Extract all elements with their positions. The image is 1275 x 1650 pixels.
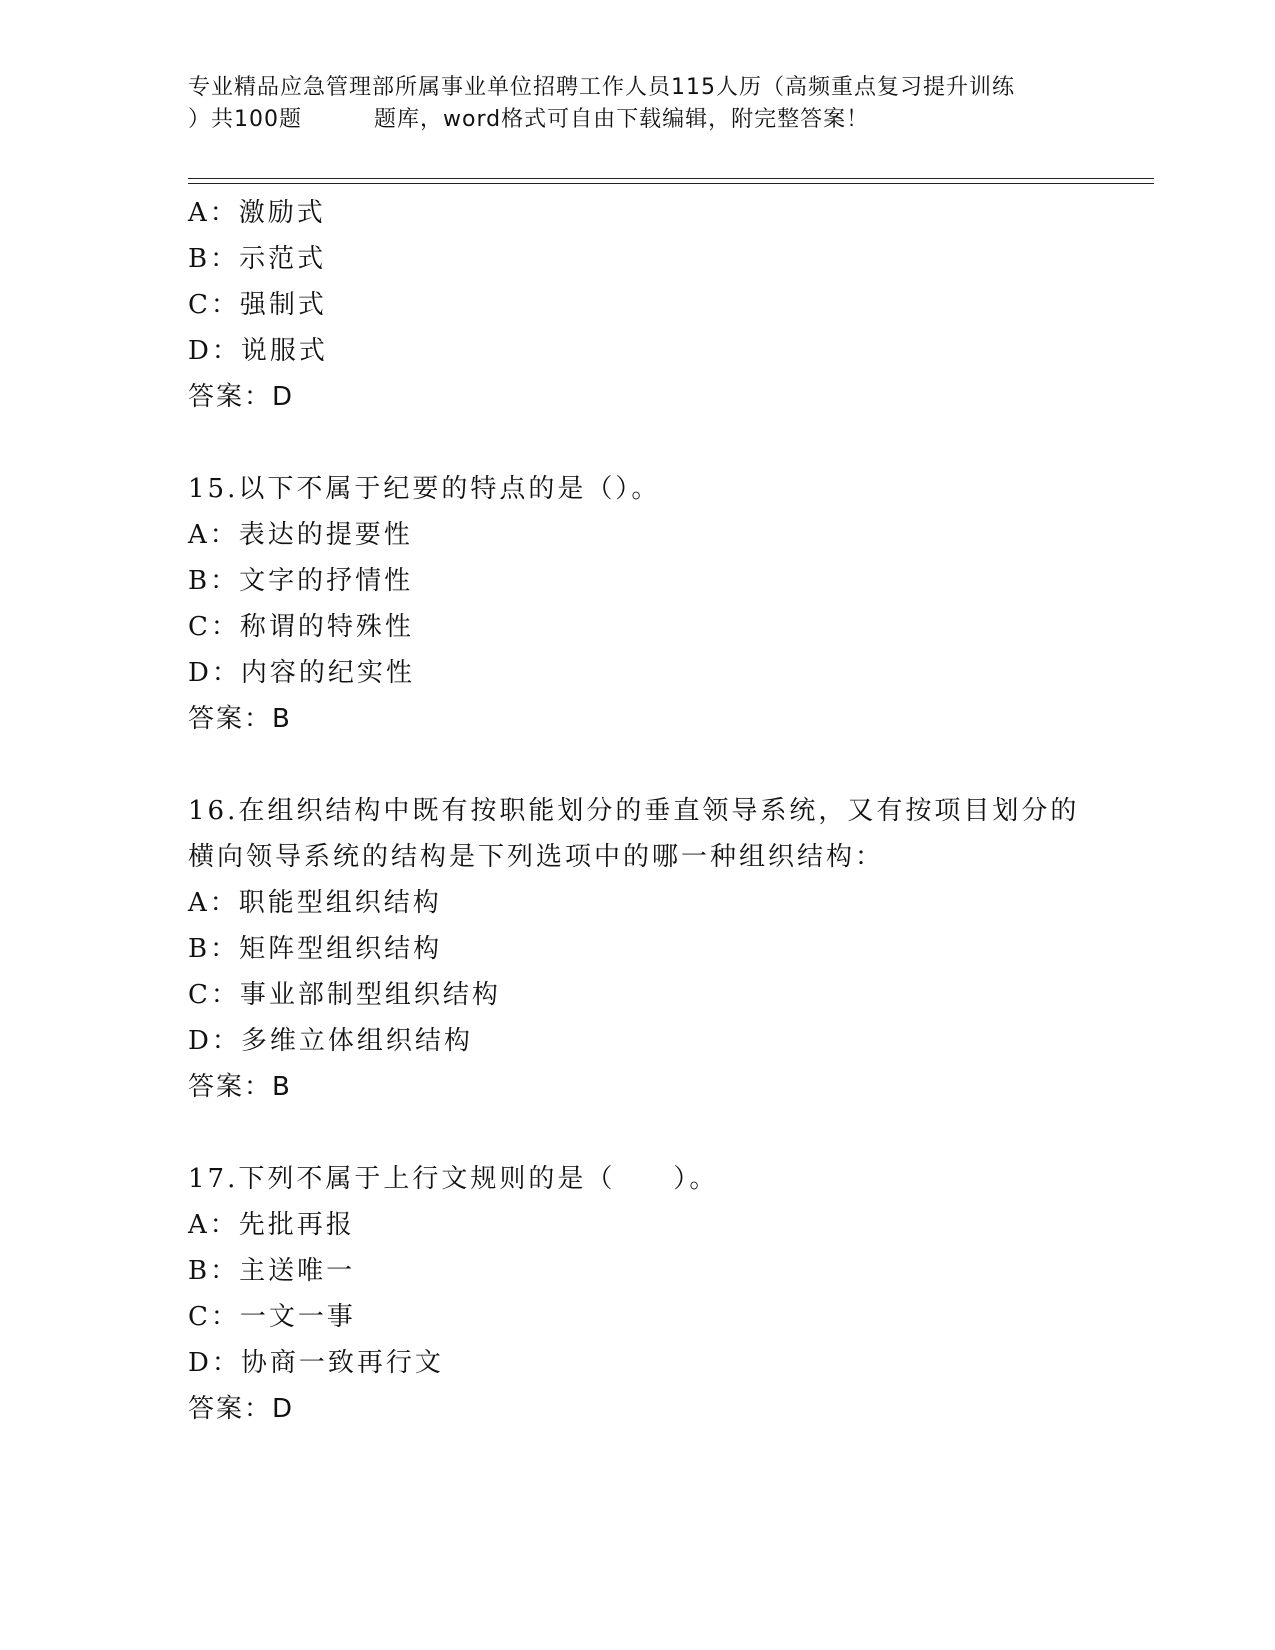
question-text-line1: 16.在组织结构中既有按职能划分的垂直领导系统，又有按项目划分的: [188, 796, 1080, 826]
header-count: ）共100题: [188, 107, 302, 132]
answer-line: 答案：D: [188, 1394, 295, 1424]
option-a: A：职能型组织结构: [188, 888, 442, 918]
option-c: C：强制式: [188, 290, 327, 320]
header-title-line2: [188, 104, 1168, 136]
question-text-line2: 横向领导系统的结构是下列选项中的哪一种组织结构：: [188, 842, 885, 872]
question-list: [188, 190, 1168, 1432]
header-description: 题库，word格式可自由下载编辑，附完整答案！: [374, 107, 870, 132]
option-a: A：先批再报: [188, 1210, 355, 1240]
option-d: D：内容的纪实性: [188, 658, 415, 688]
option-c: C：事业部制型组织结构: [188, 980, 501, 1010]
option-d: D：多维立体组织结构: [188, 1026, 473, 1056]
header-divider-bottom: [188, 183, 1154, 184]
answer-line: 答案：B: [188, 1072, 292, 1102]
question-block-17: [188, 1156, 1168, 1432]
question-text: 15.以下不属于纪要的特点的是（）。: [188, 474, 661, 504]
option-b: B：矩阵型组织结构: [188, 934, 443, 964]
header-divider-top: [188, 178, 1154, 179]
option-b: B：主送唯一: [188, 1256, 356, 1286]
option-a: A：表达的提要性: [188, 520, 413, 550]
question-text: 17.下列不属于上行文规则的是（ ）。: [188, 1164, 719, 1194]
question-block-16: [188, 788, 1168, 1110]
answer-line: 答案：D: [188, 382, 295, 412]
option-a: A：激励式: [188, 198, 326, 228]
option-b: B：示范式: [188, 244, 327, 274]
option-c: C：一文一事: [188, 1302, 356, 1332]
option-d: D：协商一致再行文: [188, 1348, 444, 1378]
header-title-line1: 专业精品应急管理部所属事业单位招聘工作人员115人历（高频重点复习提升训练: [188, 75, 1015, 100]
answer-line: 答案：B: [188, 704, 292, 734]
question-block-15: [188, 466, 1168, 742]
question-block-14: [188, 190, 1168, 420]
document-header: [188, 72, 1168, 136]
option-b: B：文字的抒情性: [188, 566, 414, 596]
option-c: C：称谓的特殊性: [188, 612, 414, 642]
option-d: D：说服式: [188, 336, 328, 366]
